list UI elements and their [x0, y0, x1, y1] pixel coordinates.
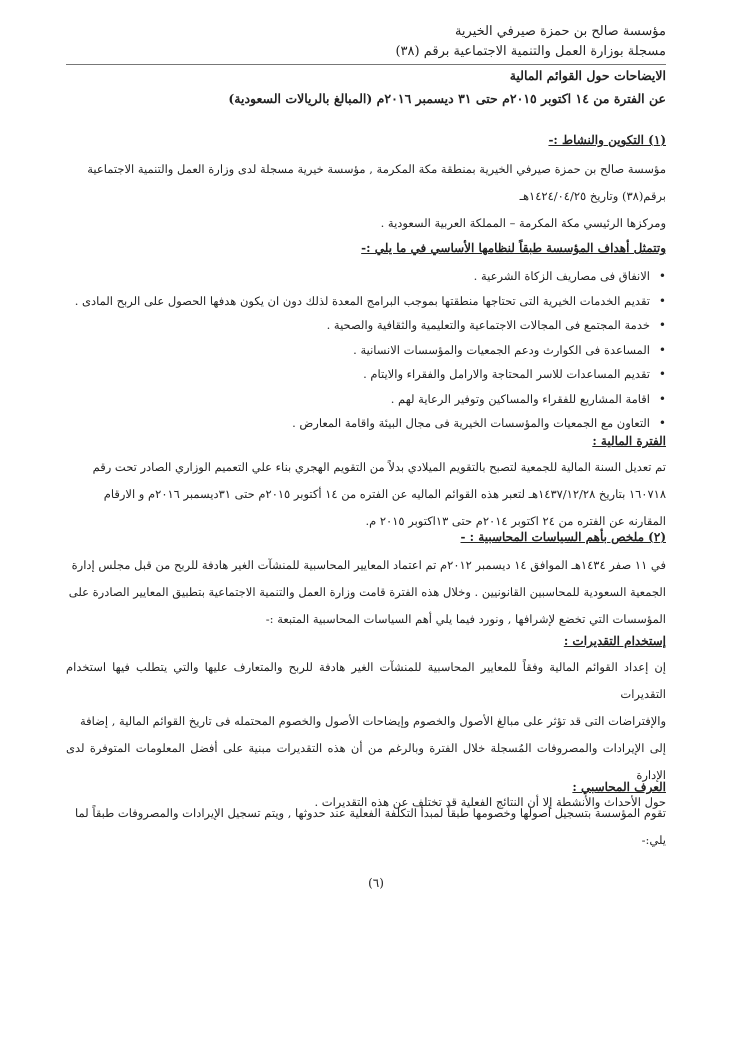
accounting-policies-section — [66, 526, 666, 633]
objectives-list — [66, 264, 666, 436]
document-header — [66, 22, 666, 62]
accounting-policies-line: الجمعية السعودية للمحاسبين القانونيين . وخلال هذه الفترة قامت وزارة العمل والتنمية الاجتماعية بتطبيق المعايير الصادرة على — [68, 585, 666, 599]
accounting-policies-line: المؤسسات التي تخضع لإشرافها , ونورد فيما يلي أهم السياسات المحاسبية المتبعة :- — [265, 612, 666, 626]
estimates-line: إن إعداد القوائم المالية وفقاً للمعايير المحاسبية للمنشآت الغير هادفة للربح والمتعارف عليها والتي يتطلب فيها استخدام التقديرات — [66, 660, 666, 701]
objective-item: • الانفاق فى مصاريف الزكاة الشرعية . — [66, 264, 650, 289]
org-name: مؤسسة صالح بن حمزة صيرفي الخيرية — [454, 24, 666, 39]
fiscal-period-line: المقارنه عن الفتره من ٢٤ اكتوبر ٢٠١٤م حتى ١٣اكتوبر ٢٠١٥ م. — [365, 514, 666, 528]
section-formation-line: برقم(٣٨) وتاريخ ١٤٢٤/٠٤/٢٥هـ — [519, 189, 666, 203]
accounting-custom-line: يلي:- — [641, 833, 666, 847]
objectives-section — [66, 236, 666, 436]
page-number: (٦) — [368, 876, 384, 890]
accounting-policies-heading: (٢) ملخص بأهم السياسات المحاسبية : - — [460, 530, 666, 544]
registration-line: مسجلة بوزارة العمل والتنمية الاجتماعية برقم (٣٨) — [395, 44, 666, 59]
accounting-custom-heading: العرف المحاسبي : — [572, 780, 666, 794]
accounting-policies-line: في ١١ صفر ١٤٣٤هـ الموافق ١٤ ديسمبر ٢٠١٢م تم اعتماد المعايير المحاسبية للمنشآت الغير هادفة للربح من قبل مجلس إدارة — [71, 558, 666, 572]
accounting-custom-line: تقوم المؤسسة بتسجيل أصولها وخصومها طبقاً لمبدأ التكلفة الفعلية عند حدوثها , ويتم تسجيل الإيرادات والمصروفات طبقاً لما — [75, 806, 666, 820]
estimates-line: إلى الإيرادات والمصروفات المُسجلة خلال الفترة وبالرغم من أن هذه التقديرات مبنية على أفضل المعلومات المتوفرة لدى الإدارة — [66, 741, 666, 782]
estimates-line: حول الأحداث والأنشطة إلا أن النتائج الفعلية قد تختلف عن هذه التقديرات . — [314, 795, 666, 809]
section-formation — [66, 128, 666, 237]
fiscal-period-line: ١٦٠٧١٨ بتاريخ ١٤٣٧/١٢/٢٨هـ لتعبر هذه القوائم الماليه عن الفتره من ١٤ أكتوبر ٢٠١٥م حتى ٣١ديسمبر ٢٠١٦م و الارقام — [103, 487, 666, 501]
notes-title: الايضاحات حول القوائم المالية — [509, 68, 666, 83]
estimates-line: والإفتراضات التى قد تؤثر على مبالغ الأصول والخصوم وإيضاحات الأصول والخصوم المحتمله فى تاريخ القوائم المالية , إضافة — [79, 714, 666, 728]
fiscal-period-heading: الفترة المالية : — [592, 434, 666, 448]
objective-item: • التعاون مع الجمعيات والمؤسسات الخيرية فى مجال البيئة واقامة المعارض . — [66, 411, 650, 436]
fiscal-period-section — [66, 430, 666, 535]
notes-period: عن الفترة من ١٤ اكتوبر ٢٠١٥م حتى ٣١ ديسمبر ٢٠١٦م (المبالغ بالريالات السعودية) — [228, 91, 666, 106]
fiscal-period-line: تم تعديل السنة المالية للجمعية لتصبح بالتقويم الميلادي بدلاً من التقويم الهجري بناء علي التعميم الوزاري الصادر تحت رقم — [92, 460, 666, 474]
header-divider — [66, 64, 666, 65]
objective-item: • اقامة المشاريع للفقراء والمساكين وتوفير الرعاية لهم . — [66, 387, 650, 412]
objectives-heading: وتتمثل أهداف المؤسسة طبقاً لنظامها الأساسي في ما يلي :- — [361, 241, 666, 255]
section-formation-heading: (١) التكوين والنشاط :- — [548, 133, 666, 147]
objective-item: • خدمة المجتمع فى المجالات الاجتماعية والتعليمية والثقافية والصحية . — [66, 313, 650, 338]
objective-item: • تقديم المساعدات للاسر المحتاجة والارامل والفقراء والايتام . — [66, 362, 650, 387]
estimates-heading: إستخدام التقديرات : — [563, 634, 666, 648]
objective-item: • تقديم الخدمات الخيرية التى تحتاجها منطقتها بموجب البرامج المعدة لذلك دون ان يكون هدفها الحصول على الربح المادى . — [66, 289, 650, 314]
section-formation-line: ومركزها الرئيسي مكة المكرمة – المملكة العربية السعودية . — [380, 216, 666, 230]
accounting-custom-section — [66, 776, 666, 854]
objective-item: • المساعدة فى الكوارث ودعم الجمعيات والمؤسسات الانسانية . — [66, 338, 650, 363]
section-formation-line: مؤسسة صالح بن حمزة صيرفي الخيرية بمنطقة مكة المكرمة , مؤسسة خيرية مسجلة لدى وزارة العمل والتنمية الاجتماعية — [87, 162, 666, 176]
